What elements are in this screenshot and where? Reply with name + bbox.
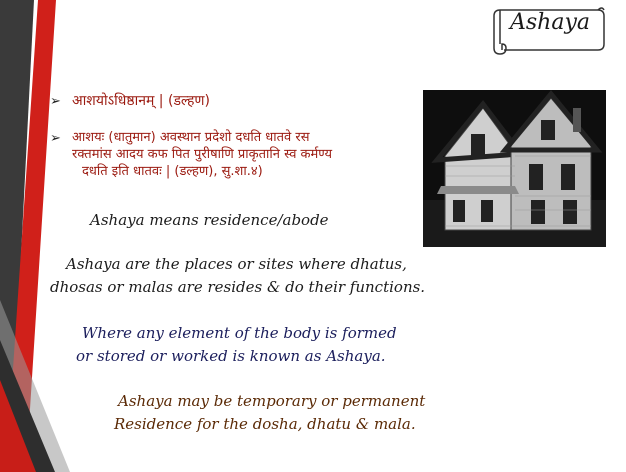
temporary-line-2: Residence for the dosha, dhatu & mala. <box>114 415 416 433</box>
bullet-arrow-icon: ➢ <box>50 131 61 146</box>
element-line-2: or stored or worked is known as Ashaya. <box>76 347 386 365</box>
meaning-text: Ashaya means residence/abode <box>90 211 329 229</box>
house-photo <box>423 90 606 247</box>
slide-title: Ashaya <box>509 10 590 35</box>
bullet-arrow-icon: ➢ <box>50 94 61 109</box>
bullet-2-line-1: आशयः (धातुमान) अवस्थान प्रदेशो दधति धातवे रस <box>72 130 310 145</box>
decorative-stripes <box>0 0 80 472</box>
bullet-2-line-3: दधति इति धातवः | (डल्हण), सु.शा.४) <box>82 164 263 179</box>
places-line-2: dhosas or malas are resides & do their functions. <box>50 278 426 296</box>
element-line-1: Where any element of the body is formed <box>82 324 397 342</box>
places-line-1: Ashaya are the places or sites where dhatus, <box>66 255 407 273</box>
bullet-2 <box>72 129 412 180</box>
bullet-1: आशयोऽधिष्ठानम् | (डल्हण) <box>72 93 210 109</box>
temporary-line-1: Ashaya may be temporary or permanent <box>118 392 426 410</box>
bullet-2-line-2: रक्तमांस आदय कफ पित पुरीषाणि प्राकृतानि स्व कर्मण्य <box>72 147 333 162</box>
